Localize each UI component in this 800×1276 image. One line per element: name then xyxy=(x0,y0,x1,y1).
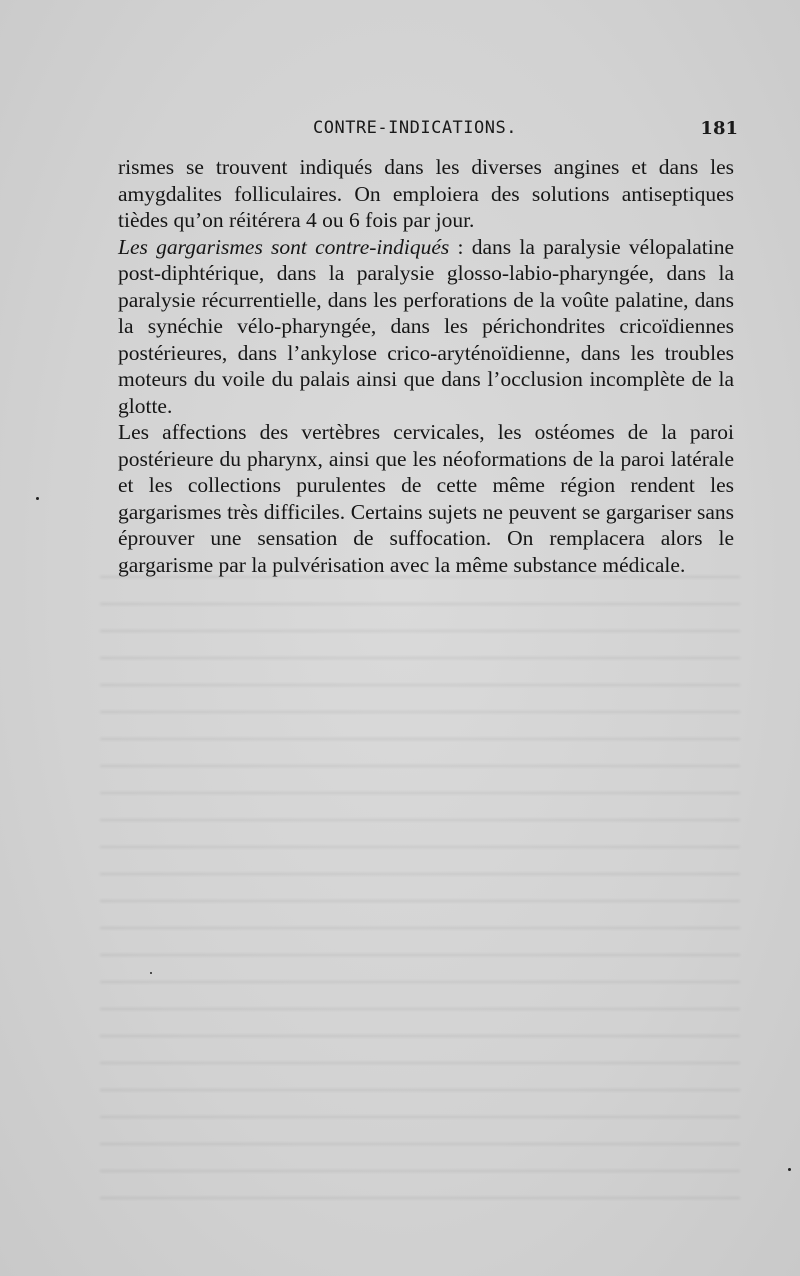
paper-speck xyxy=(36,497,39,500)
paper-speck xyxy=(788,1168,791,1171)
paper-speck xyxy=(150,972,152,974)
page-number: 181 xyxy=(700,118,738,139)
paragraph-contraindications xyxy=(118,234,734,420)
show-through-text xyxy=(100,560,740,1220)
paragraph-affections: Les affections des vertèbres cervicales, les ostéomes de la paroi postérieure du pharynx, ainsi que les néoformations de la paroi latérale et les collections purulentes de cette même région rendent les gargarismes très difficiles. Certains sujets ne peuvent se gargariser sans éprouver une sensation de suffocation. On remplacera alors le gargarisme par la pulvérisation avec la même substance médicale. xyxy=(118,420,734,577)
italic-lead: Les gargarismes sont contre-indiqués xyxy=(118,234,450,259)
main-text xyxy=(118,154,734,578)
page-header xyxy=(118,118,738,146)
paragraph-continuation: rismes se trouvent indiqués dans les diverses angines et dans les amygdalites folliculaires. On emploiera des solutions antiseptiques tièdes qu’on réitérera 4 ou 6 fois par jour. xyxy=(118,155,734,232)
running-head: CONTRE-INDICATIONS. xyxy=(313,118,517,138)
paragraph-body: : dans la paralysie vélopalatine post-diphtérique, dans la paralysie glosso-labio-pharyngée, dans la paralysie récurrentielle, dans les perforations de la voûte palatine, dans la synéchie vélo-pharyngée, dans les périchondrites cricoïdiennes postérieures, dans l’ankylose crico-aryténoïdienne, dans les troubles moteurs du voile du palais ainsi que dans l’occlusion incomplète de la glotte. xyxy=(118,234,734,418)
